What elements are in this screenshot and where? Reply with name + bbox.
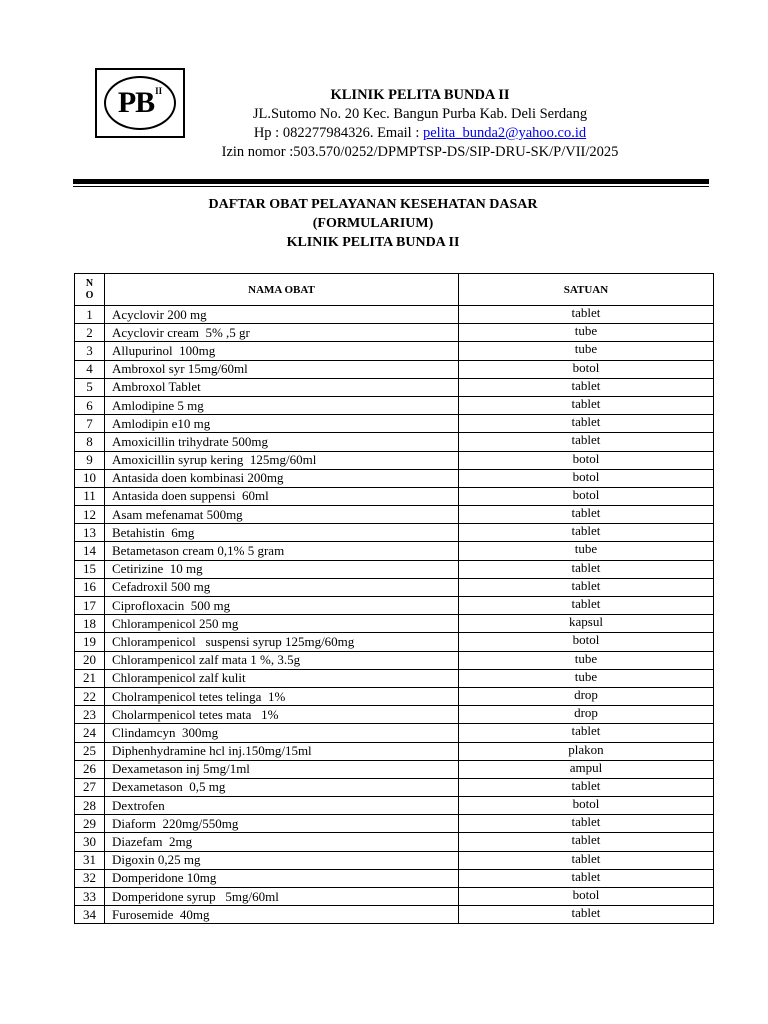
row-number: 13 [75, 524, 105, 542]
medicine-name: Chlorampenicol 250 mg [105, 615, 459, 633]
medicine-name: Allupurinol 100mg [105, 342, 459, 360]
row-number: 34 [75, 906, 105, 924]
medicine-unit: botol [459, 451, 714, 469]
table-row [75, 324, 714, 342]
table-row [75, 360, 714, 378]
row-number: 23 [75, 706, 105, 724]
logo-oval [104, 76, 176, 130]
row-number: 31 [75, 851, 105, 869]
medicine-name: Acyclovir cream 5% ,5 gr [105, 324, 459, 342]
medicine-unit: plakon [459, 742, 714, 760]
medicine-unit: tube [459, 669, 714, 687]
table-row [75, 306, 714, 324]
medicine-unit: tablet [459, 433, 714, 451]
table-row [75, 433, 714, 451]
medicine-unit: botol [459, 487, 714, 505]
logo-superscript: II [155, 86, 163, 96]
row-number: 28 [75, 797, 105, 815]
table-row [75, 487, 714, 505]
medicine-name: Amlodipin e10 mg [105, 415, 459, 433]
row-number: 16 [75, 578, 105, 596]
table-row [75, 724, 714, 742]
table-row [75, 687, 714, 705]
table-row [75, 378, 714, 396]
medicine-name: Furosemide 40mg [105, 906, 459, 924]
column-header-no [75, 274, 105, 306]
table-row [75, 888, 714, 906]
header-divider-thick [73, 179, 709, 184]
table-row [75, 615, 714, 633]
row-number: 9 [75, 451, 105, 469]
medicine-unit: botol [459, 797, 714, 815]
table-row [75, 633, 714, 651]
medicine-unit: tablet [459, 415, 714, 433]
table-row [75, 778, 714, 796]
row-number: 7 [75, 415, 105, 433]
medicine-name: Cholarmpenicol tetes mata 1% [105, 706, 459, 724]
row-number: 11 [75, 487, 105, 505]
letterhead [195, 86, 645, 162]
medicine-name: Cefadroxil 500 mg [105, 578, 459, 596]
medicine-unit: tablet [459, 378, 714, 396]
medicine-unit: tablet [459, 833, 714, 851]
table-row [75, 396, 714, 414]
row-number: 21 [75, 669, 105, 687]
medicine-unit: tablet [459, 560, 714, 578]
row-number: 33 [75, 888, 105, 906]
row-number: 17 [75, 597, 105, 615]
medicine-unit: tablet [459, 869, 714, 887]
row-number: 1 [75, 306, 105, 324]
table-row [75, 524, 714, 542]
header-no-line2: O [85, 289, 94, 301]
medicine-name: Antasida doen suppensi 60ml [105, 487, 459, 505]
medicine-name: Domperidone syrup 5mg/60ml [105, 888, 459, 906]
medicine-name: Diphenhydramine hcl inj.150mg/15ml [105, 742, 459, 760]
medicine-name: Acyclovir 200 mg [105, 306, 459, 324]
row-number: 20 [75, 651, 105, 669]
medicine-unit: botol [459, 888, 714, 906]
table-row [75, 578, 714, 596]
medicine-name: Chlorampenicol zalf kulit [105, 669, 459, 687]
row-number: 32 [75, 869, 105, 887]
medicine-name: Digoxin 0,25 mg [105, 851, 459, 869]
table-row [75, 833, 714, 851]
table-row [75, 560, 714, 578]
row-number: 29 [75, 815, 105, 833]
row-number: 25 [75, 742, 105, 760]
title-line-3: KLINIK PELITA BUNDA II [286, 235, 460, 250]
medicine-name: Diazefam 2mg [105, 833, 459, 851]
document-title [73, 195, 673, 252]
title-line-2: (FORMULARIUM) [312, 216, 434, 231]
medicine-unit: tablet [459, 506, 714, 524]
table-row [75, 669, 714, 687]
table-row [75, 706, 714, 724]
medicine-unit: tube [459, 651, 714, 669]
medicine-name: Amlodipine 5 mg [105, 396, 459, 414]
row-number: 6 [75, 396, 105, 414]
table-row [75, 597, 714, 615]
medicine-unit: tablet [459, 597, 714, 615]
table-row [75, 742, 714, 760]
row-number: 14 [75, 542, 105, 560]
clinic-logo [95, 68, 185, 138]
medicine-unit: botol [459, 360, 714, 378]
contact-line [195, 124, 645, 143]
medicine-unit: tablet [459, 306, 714, 324]
medicine-name: Amoxicillin syrup kering 125mg/60ml [105, 451, 459, 469]
row-number: 24 [75, 724, 105, 742]
logo-text: PB [117, 86, 155, 119]
row-number: 5 [75, 378, 105, 396]
medicine-name: Amoxicillin trihydrate 500mg [105, 433, 459, 451]
row-number: 4 [75, 360, 105, 378]
table-row [75, 851, 714, 869]
medicine-unit: tube [459, 542, 714, 560]
medicine-unit: tube [459, 342, 714, 360]
medicine-unit: tablet [459, 778, 714, 796]
medicine-unit: drop [459, 706, 714, 724]
table-row [75, 651, 714, 669]
row-number: 2 [75, 324, 105, 342]
table-row [75, 906, 714, 924]
medicine-unit: drop [459, 687, 714, 705]
medicine-unit: ampul [459, 760, 714, 778]
row-number: 10 [75, 469, 105, 487]
table-row [75, 869, 714, 887]
medicine-name: Dexametason inj 5mg/1ml [105, 760, 459, 778]
medicine-unit: tablet [459, 578, 714, 596]
medicine-name: Asam mefenamat 500mg [105, 506, 459, 524]
medicine-name: Chlorampenicol suspensi syrup 125mg/60mg [105, 633, 459, 651]
table-row [75, 815, 714, 833]
table-row [75, 760, 714, 778]
row-number: 15 [75, 560, 105, 578]
medicine-name: Chlorampenicol zalf mata 1 %, 3.5g [105, 651, 459, 669]
medicine-name: Domperidone 10mg [105, 869, 459, 887]
table-row [75, 342, 714, 360]
row-number: 8 [75, 433, 105, 451]
medicine-name: Betahistin 6mg [105, 524, 459, 542]
table-row [75, 542, 714, 560]
row-number: 27 [75, 778, 105, 796]
medicine-name: Cholrampenicol tetes telinga 1% [105, 687, 459, 705]
medicine-unit: tablet [459, 815, 714, 833]
medicine-name: Dexametason 0,5 mg [105, 778, 459, 796]
table-row [75, 415, 714, 433]
table-row [75, 451, 714, 469]
permit-number: Izin nomor :503.570/0252/DPMPTSP-DS/SIP-DRU-SK/P/VII/2025 [221, 144, 619, 160]
medicine-name: Ciprofloxacin 500 mg [105, 597, 459, 615]
medicine-unit: tablet [459, 724, 714, 742]
table-row [75, 469, 714, 487]
table-row [75, 797, 714, 815]
medicine-name: Betametason cream 0,1% 5 gram [105, 542, 459, 560]
medicine-table [74, 273, 714, 924]
medicine-name: Antasida doen kombinasi 200mg [105, 469, 459, 487]
medicine-name: Ambroxol syr 15mg/60ml [105, 360, 459, 378]
header-divider-thin [73, 186, 709, 187]
medicine-unit: tablet [459, 524, 714, 542]
table-header-row [75, 274, 714, 306]
row-number: 3 [75, 342, 105, 360]
medicine-unit: tablet [459, 851, 714, 869]
clinic-address: JL.Sutomo No. 20 Kec. Bangun Purba Kab. Deli Serdang [252, 106, 588, 122]
medicine-unit: kapsul [459, 615, 714, 633]
phone-text: Hp : 082277984326. Email : [253, 125, 423, 141]
medicine-name: Dextrofen [105, 797, 459, 815]
row-number: 18 [75, 615, 105, 633]
medicine-unit: tablet [459, 396, 714, 414]
email-link[interactable]: pelita_bunda2@yahoo.co.id [423, 125, 587, 141]
clinic-name: KLINIK PELITA BUNDA II [330, 87, 510, 103]
table-body [75, 306, 714, 924]
medicine-name: Cetirizine 10 mg [105, 560, 459, 578]
medicine-name: Ambroxol Tablet [105, 378, 459, 396]
medicine-unit: tablet [459, 906, 714, 924]
medicine-name: Diaform 220mg/550mg [105, 815, 459, 833]
medicine-unit: tube [459, 324, 714, 342]
row-number: 30 [75, 833, 105, 851]
row-number: 22 [75, 687, 105, 705]
title-line-1: DAFTAR OBAT PELAYANAN KESEHATAN DASAR [208, 197, 538, 212]
header-no-line1: N [85, 277, 94, 289]
row-number: 26 [75, 760, 105, 778]
medicine-unit: botol [459, 469, 714, 487]
table-row [75, 506, 714, 524]
row-number: 12 [75, 506, 105, 524]
medicine-name: Clindamcyn 300mg [105, 724, 459, 742]
row-number: 19 [75, 633, 105, 651]
medicine-unit: botol [459, 633, 714, 651]
column-header-name: NAMA OBAT [105, 274, 459, 306]
column-header-unit: SATUAN [459, 274, 714, 306]
